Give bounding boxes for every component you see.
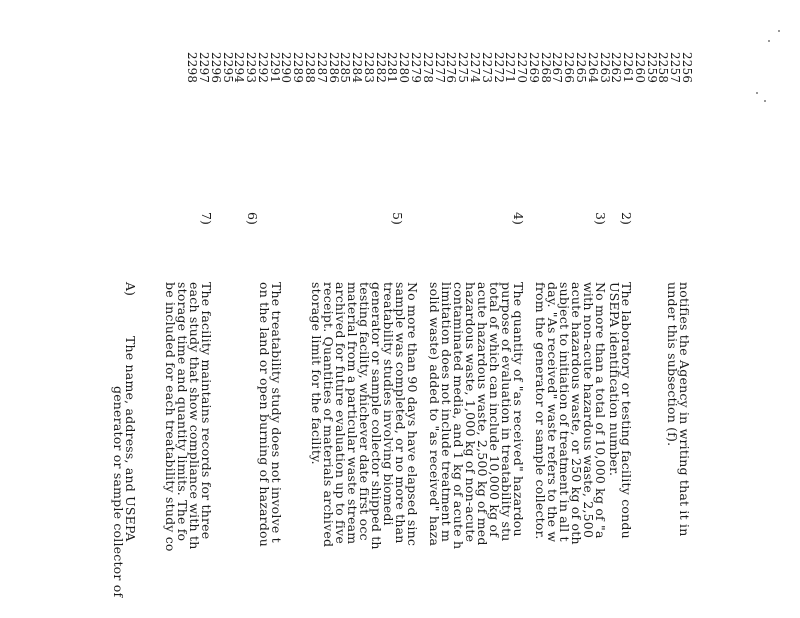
scan-speck — [764, 100, 766, 102]
line-number: 2291 — [267, 52, 282, 84]
line-number: 2286 — [326, 52, 341, 84]
item-marker-6: 6) — [245, 212, 260, 225]
text-line: The treatability study does not involve t — [269, 282, 284, 543]
text-line: storage time and quantity limits. The fo — [175, 282, 190, 542]
text-line: archived for future evaluation up to five — [333, 282, 348, 544]
text-line: total of which can include 10,000 kg of — [487, 282, 502, 538]
text-line: acute hazardous waste, 2,500 kg of med — [475, 282, 490, 546]
line-number: 2284 — [350, 52, 365, 84]
line-number: 2281 — [385, 52, 400, 84]
text-line: limitation does not include treatment m — [439, 282, 454, 543]
text-line: day. "As received" waste refers to the w — [545, 282, 560, 543]
text-line: contaminated media, and 1 kg of acute h — [451, 282, 466, 550]
line-number: 2279 — [409, 52, 424, 84]
line-number: 2274 — [467, 52, 482, 84]
text-line: The quantity of "as received" hazardou — [511, 282, 526, 537]
line-number: 2298 — [185, 52, 200, 84]
text-line: testing facility, whichever date first occ — [357, 282, 372, 541]
line-number: 2288 — [303, 52, 318, 84]
item-marker-7: 7) — [199, 212, 214, 225]
line-number: 2257 — [668, 52, 683, 84]
text-line: purpose of evaluation in treatability stu — [499, 282, 514, 542]
text-line: from the generator or sample collector. — [533, 282, 548, 540]
line-number: 2275 — [456, 52, 471, 84]
text-line: material from a particular waste stream — [345, 282, 360, 545]
line-number: 2283 — [361, 52, 376, 84]
text-line: notifies the Agency in writing that it in — [677, 282, 692, 537]
text-line: under this subsection (f). — [665, 282, 680, 447]
line-number: 2278 — [420, 52, 435, 84]
line-number: 2280 — [397, 52, 412, 84]
line-number: 2258 — [656, 52, 671, 84]
line-number: 2276 — [444, 52, 459, 84]
line-number: 2266 — [562, 52, 577, 84]
line-number: 2294 — [232, 52, 247, 84]
text-line: USEPA identification number. — [607, 282, 622, 477]
line-number: 2260 — [632, 52, 647, 84]
text-line: with non-acute hazardous waste, 2,500 — [581, 282, 596, 539]
scan-speck — [756, 92, 758, 94]
line-number: 2263 — [597, 52, 612, 84]
text-line: No more than a total of 10,000 kg of "a — [593, 282, 608, 539]
text-line: sample was completed, or no more than — [393, 282, 408, 544]
line-number: 2290 — [279, 52, 294, 84]
line-number: 2273 — [479, 52, 494, 84]
line-number: 2289 — [291, 52, 306, 84]
text-line: generator or sample collector shipped th — [369, 282, 384, 550]
text-line: solid waste) added to "as received" haza — [427, 282, 442, 547]
text-line: subject to initiation of treatment in all t — [557, 282, 572, 542]
line-number: 2262 — [609, 52, 624, 84]
line-number: 2297 — [197, 52, 212, 84]
line-number: 2261 — [621, 52, 636, 84]
line-number: 2267 — [550, 52, 565, 84]
text-line: No more than 90 days have elapsed sinc — [405, 282, 420, 547]
line-number: 2259 — [644, 52, 659, 84]
text-line: acute hazardous waste, or 250 kg of oth — [569, 282, 584, 545]
line-number: 2293 — [244, 52, 259, 84]
text-line: generator or sample collector of — [111, 386, 126, 598]
line-number: 2295 — [220, 52, 235, 84]
line-number: 2269 — [526, 52, 541, 84]
item-marker-3: 3) — [593, 212, 608, 225]
text-line: each study that show compliance with th — [187, 282, 202, 550]
item-marker-A: A) — [123, 282, 138, 296]
line-number: 2271 — [503, 52, 518, 84]
line-number: 2287 — [314, 52, 329, 84]
text-line: The facility maintains records for three — [199, 282, 214, 540]
text-line: treatability studies involving biomedi — [381, 282, 396, 526]
line-number: 2270 — [515, 52, 530, 84]
line-number: 2277 — [432, 52, 447, 84]
line-number: 2256 — [680, 52, 694, 84]
line-number: 2292 — [255, 52, 270, 84]
text-line: storage limit for the facility. — [309, 282, 324, 465]
line-number: 2296 — [208, 52, 223, 84]
line-number: 2282 — [373, 52, 388, 84]
line-number: 2268 — [538, 52, 553, 84]
line-number: 2265 — [573, 52, 588, 84]
line-number: 2285 — [338, 52, 353, 84]
text-line: receipt. Quantities of materials archived — [321, 282, 336, 548]
item-marker-4: 4) — [511, 212, 526, 225]
scan-speck — [778, 30, 780, 32]
line-number: 2272 — [491, 52, 506, 84]
text-line: The name, address, and USEPA — [123, 336, 138, 542]
text-line: be included for each treatability study co — [163, 282, 178, 552]
text-line: on the land or open burning of hazardou — [257, 282, 272, 548]
item-marker-2: 2) — [619, 212, 634, 225]
line-number: 2264 — [585, 52, 600, 84]
scan-speck — [768, 40, 770, 42]
text-line: hazardous waste, 1,000 kg of non-acute — [463, 282, 478, 543]
text-line: The laboratory or testing facility condu — [619, 282, 634, 539]
item-marker-5: 5) — [390, 212, 405, 225]
